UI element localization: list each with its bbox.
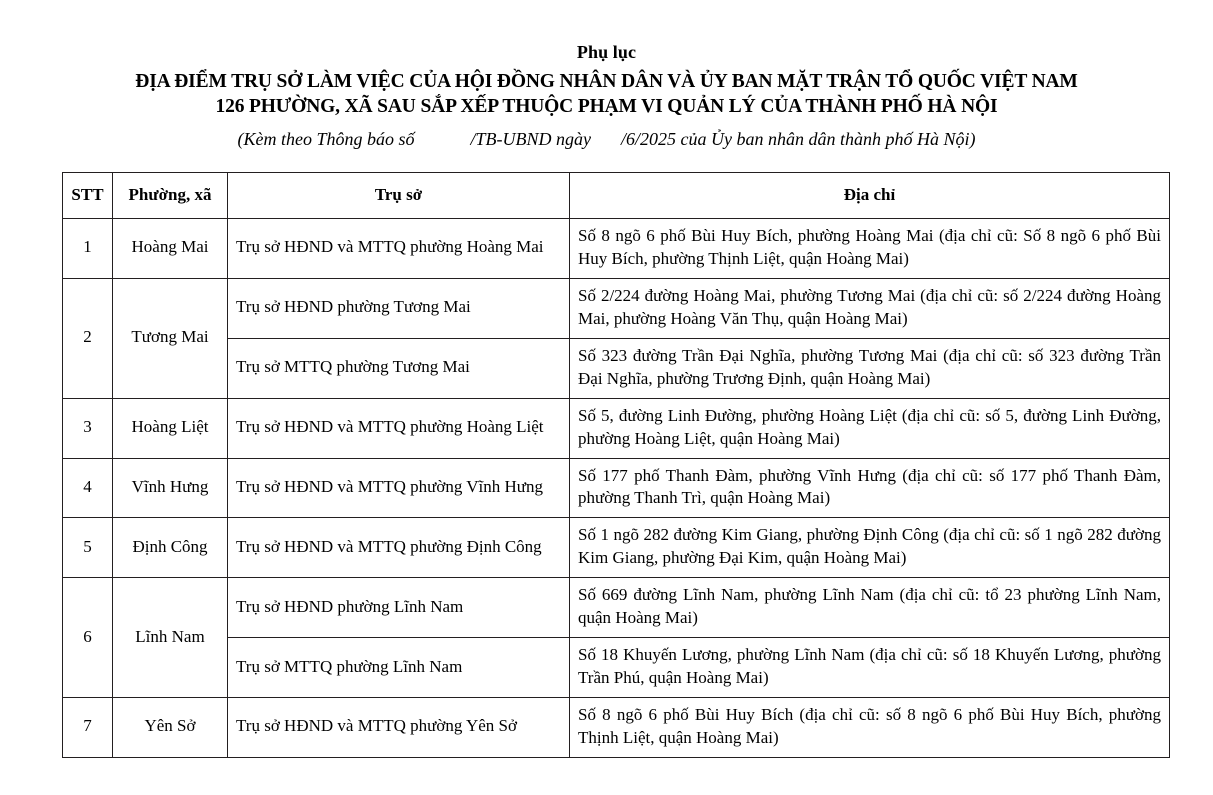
column-header-ward: Phường, xã <box>113 173 228 219</box>
cell-office: Trụ sở MTTQ phường Lĩnh Nam <box>228 638 570 698</box>
cell-address: Số 2/224 đường Hoàng Mai, phường Tương Mai (địa chỉ cũ: số 2/224 đường Hoàng Mai, phường Hoàng Văn Thụ, quận Hoàng Mai) <box>570 278 1170 338</box>
cell-address: Số 669 đường Lĩnh Nam, phường Lĩnh Nam (địa chỉ cũ: tổ 23 phường Lĩnh Nam, quận Hoàng Mai) <box>570 578 1170 638</box>
cell-address: Số 8 ngõ 6 phố Bùi Huy Bích (địa chỉ cũ: số 8 ngõ 6 phố Bùi Huy Bích, phường Thịnh Liệt, quận Hoàng Mai) <box>570 698 1170 758</box>
reference-part-2: /TB-UBND ngày <box>470 129 591 150</box>
cell-ward: Tương Mai <box>113 278 228 398</box>
cell-stt: 5 <box>63 518 113 578</box>
table-row <box>63 398 1170 458</box>
cell-stt: 6 <box>63 578 113 698</box>
table-row <box>63 219 1170 279</box>
cell-ward: Lĩnh Nam <box>113 578 228 698</box>
table-row <box>63 638 1170 698</box>
cell-stt: 7 <box>63 698 113 758</box>
cell-office: Trụ sở HĐND phường Tương Mai <box>228 278 570 338</box>
cell-ward: Hoàng Mai <box>113 219 228 279</box>
cell-office: Trụ sở HĐND và MTTQ phường Yên Sở <box>228 698 570 758</box>
page-title-line-2: 126 PHƯỜNG, XÃ SAU SẮP XẾP THUỘC PHẠM VI QUẢN LÝ CỦA THÀNH PHỐ HÀ NỘI <box>215 96 998 118</box>
table-header <box>63 173 1170 219</box>
cell-address: Số 18 Khuyến Lương, phường Lĩnh Nam (địa chỉ cũ: số 18 Khuyến Lương, phường Trần Phú, quận Hoàng Mai) <box>570 638 1170 698</box>
cell-office: Trụ sở MTTQ phường Tương Mai <box>228 338 570 398</box>
cell-address: Số 8 ngõ 6 phố Bùi Huy Bích, phường Hoàng Mai (địa chỉ cũ: Số 8 ngõ 6 phố Bùi Huy Bích, phường Thịnh Liệt, quận Hoàng Mai) <box>570 219 1170 279</box>
column-header-addr: Địa chỉ <box>570 173 1170 219</box>
appendix-label: Phụ lục <box>576 42 637 62</box>
cell-stt: 4 <box>63 458 113 518</box>
cell-stt: 2 <box>63 278 113 398</box>
page-title <box>0 70 1213 120</box>
cell-ward: Yên Sở <box>113 698 228 758</box>
cell-ward: Hoàng Liệt <box>113 398 228 458</box>
page-title-line-1: ĐỊA ĐIỂM TRỤ SỞ LÀM VIỆC CỦA HỘI ĐỒNG NHÂN DÂN VÀ ỦY BAN MẶT TRẬN TỔ QUỐC VIỆT NAM <box>135 71 1078 93</box>
cell-office: Trụ sở HĐND và MTTQ phường Định Công <box>228 518 570 578</box>
cell-office: Trụ sở HĐND và MTTQ phường Hoàng Mai <box>228 219 570 279</box>
appendix-table <box>62 172 1170 758</box>
cell-ward: Định Công <box>113 518 228 578</box>
table-row <box>63 278 1170 338</box>
appendix-table-wrapper <box>62 172 1169 758</box>
column-header-stt: STT <box>63 173 113 219</box>
cell-stt: 1 <box>63 219 113 279</box>
table-row <box>63 698 1170 758</box>
table-row <box>63 518 1170 578</box>
column-header-office: Trụ sở <box>228 173 570 219</box>
table-row <box>63 338 1170 398</box>
cell-address: Số 5, đường Linh Đường, phường Hoàng Liệt (địa chỉ cũ: số 5, đường Linh Đường, phường Hoàng Liệt, quận Hoàng Mai) <box>570 398 1170 458</box>
cell-address: Số 323 đường Trần Đại Nghĩa, phường Tương Mai (địa chỉ cũ: số 323 đường Trần Đại Nghĩa, phường Trương Định, quận Hoàng Mai) <box>570 338 1170 398</box>
cell-address: Số 177 phố Thanh Đàm, phường Vĩnh Hưng (địa chỉ cũ: số 177 phố Thanh Đàm, phường Thanh Trì, quận Hoàng Mai) <box>570 458 1170 518</box>
cell-address: Số 1 ngõ 282 đường Kim Giang, phường Định Công (địa chỉ cũ: số 1 ngõ 282 đường Kim Giang, phường Đại Kim, quận Hoàng Mai) <box>570 518 1170 578</box>
reference-part-3: /6/2025 của Ủy ban nhân dân thành phố Hà Nội) <box>621 129 976 150</box>
cell-office: Trụ sở HĐND và MTTQ phường Hoàng Liệt <box>228 398 570 458</box>
document-heading <box>0 0 1213 151</box>
cell-office: Trụ sở HĐND và MTTQ phường Vĩnh Hưng <box>228 458 570 518</box>
table-header-row <box>63 173 1170 219</box>
table-row <box>63 458 1170 518</box>
cell-ward: Vĩnh Hưng <box>113 458 228 518</box>
cell-stt: 3 <box>63 398 113 458</box>
document-reference-line <box>0 129 1213 151</box>
table-row <box>63 578 1170 638</box>
cell-office: Trụ sở HĐND phường Lĩnh Nam <box>228 578 570 638</box>
table-body <box>63 219 1170 758</box>
reference-part-1: (Kèm theo Thông báo số <box>237 129 415 150</box>
